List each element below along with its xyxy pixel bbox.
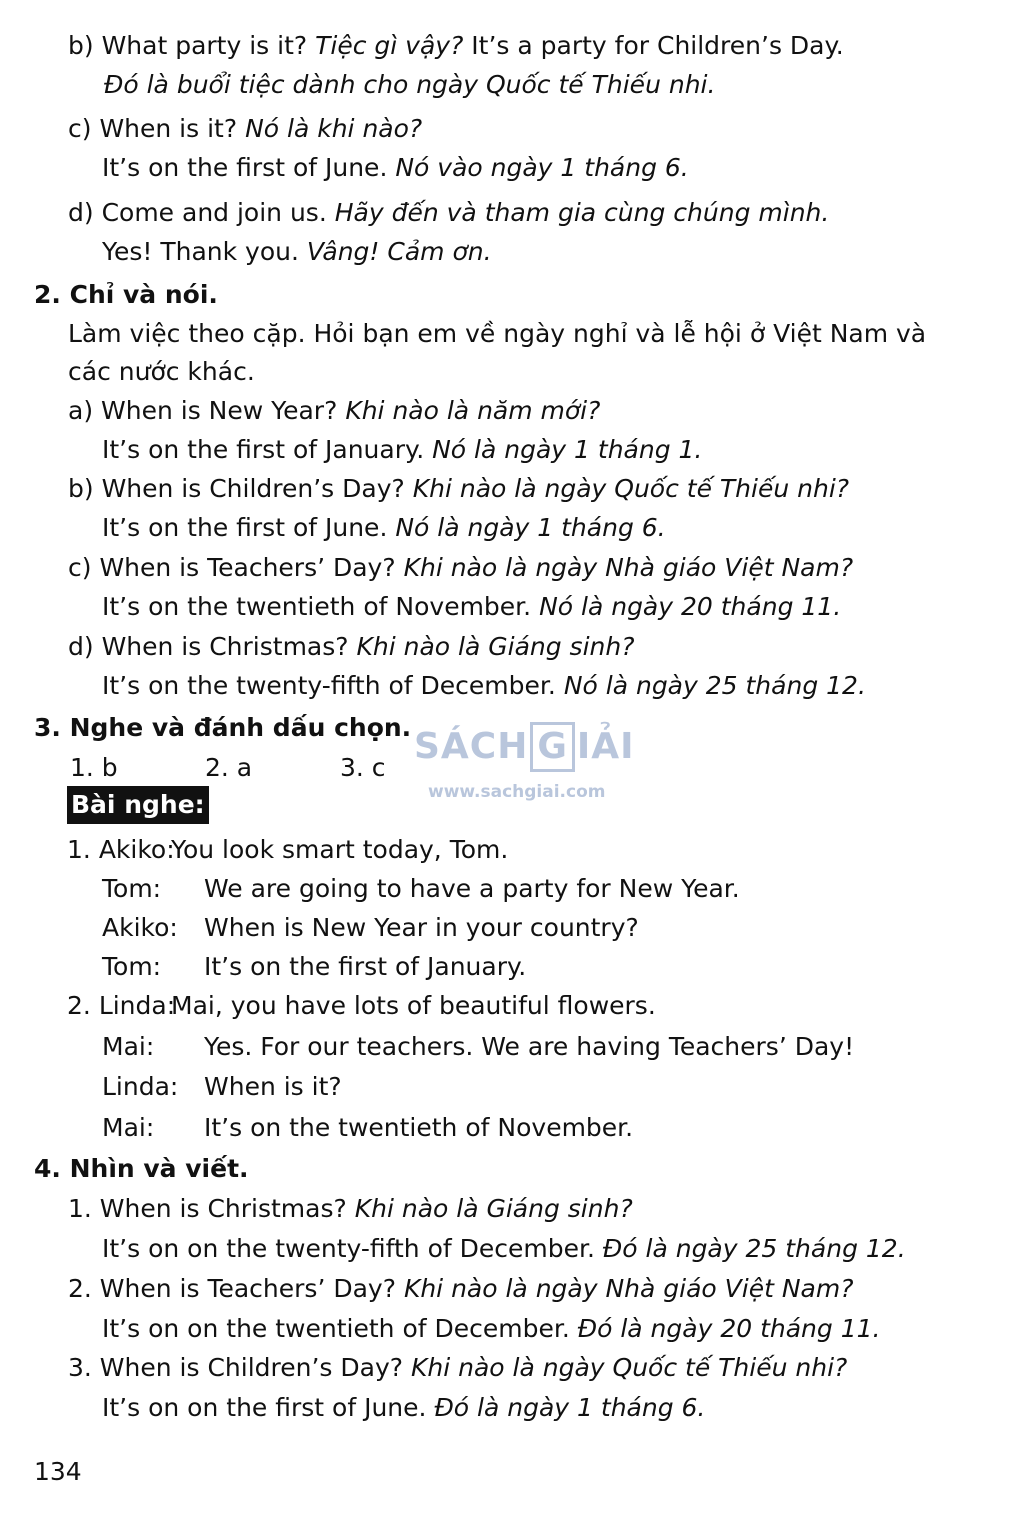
answer-vi: Nó là ngày 20 tháng 11. (539, 592, 842, 621)
answer-text: It’s on the twentieth of November. (102, 592, 532, 621)
item-d-line (68, 197, 829, 229)
section-2-heading: 2. Chỉ và nói. (34, 280, 218, 309)
answer-text: It’s on the first of June. (102, 513, 388, 542)
dialog-text: It’s on the twentieth of November. (204, 1113, 634, 1142)
question-text: 1. When is Christmas? (68, 1194, 347, 1223)
question-text: b) When is Children’s Day? (68, 474, 405, 503)
watermark-url: www.sachgiai.com (428, 782, 606, 802)
dialog-line (67, 834, 508, 866)
s2-item-c-question (68, 552, 853, 584)
item-c-answer-line (102, 152, 689, 184)
section-2-intro-2: các nước khác. (68, 357, 255, 386)
answer-text: It’s on the first of January. (102, 435, 425, 464)
item-c-line (68, 113, 422, 145)
dialog-number: 1. (67, 835, 91, 864)
dialog-text: When is New Year in your country? (204, 913, 639, 942)
s2-item-a-question (68, 395, 600, 427)
item-b-answer-vi: Đó là buổi tiệc dành cho ngày Quốc tế Thiếu nhi. (104, 70, 716, 99)
s4-item-1-question (68, 1193, 633, 1225)
s2-item-d-question (68, 631, 634, 663)
question-text: 2. When is Teachers’ Day? (68, 1274, 396, 1303)
answer-vi: Đó là ngày 20 tháng 11. (577, 1314, 881, 1343)
dialog-text: Mai, you have lots of beautiful flowers. (171, 991, 656, 1020)
s2-item-b-question (68, 473, 849, 505)
question-vi: Khi nào là Giáng sinh? (354, 1194, 633, 1223)
page-number: 134 (34, 1457, 82, 1486)
dialog-line (102, 1031, 854, 1063)
dialog-line (102, 1112, 633, 1144)
dialog-speaker: Mai: (102, 1113, 155, 1142)
item-b-line (68, 30, 844, 62)
item-b-answer: It’s a party for Children’s Day. (471, 31, 844, 60)
item-c-question: c) When is it? (68, 114, 238, 143)
s2-item-a-answer (102, 434, 702, 466)
question-text: c) When is Teachers’ Day? (68, 553, 396, 582)
section-2-intro-1: Làm việc theo cặp. Hỏi bạn em về ngày nghỉ và lễ hội ở Việt Nam và (68, 319, 927, 348)
item-d-answer-vi: Vâng! Cảm ơn. (306, 237, 492, 266)
dialog-speaker: Linda: (102, 1072, 179, 1101)
answer-vi: Đó là ngày 25 tháng 12. (602, 1234, 906, 1263)
question-vi: Khi nào là Giáng sinh? (356, 632, 635, 661)
s2-item-d-answer (102, 670, 866, 702)
question-vi: Khi nào là ngày Quốc tế Thiếu nhi? (412, 474, 850, 503)
section-4-heading: 4. Nhìn và viết. (34, 1154, 249, 1183)
dialog-text: It’s on the first of January. (204, 952, 527, 981)
question-vi: Khi nào là ngày Nhà giáo Việt Nam? (403, 553, 854, 582)
dialog-text: Yes. For our teachers. We are having Teachers’ Day! (204, 1032, 855, 1061)
answer-item: 3. c (340, 753, 386, 782)
question-vi: Khi nào là ngày Nhà giáo Việt Nam? (403, 1274, 854, 1303)
dialog-text: When is it? (204, 1072, 342, 1101)
answer-vi: Nó là ngày 25 tháng 12. (563, 671, 866, 700)
dialog-line (102, 912, 639, 944)
watermark-brand-part: SÁCH (414, 726, 529, 767)
s2-item-b-answer (102, 512, 666, 544)
question-text: d) When is Christmas? (68, 632, 349, 661)
item-d-answer-line (102, 236, 492, 268)
watermark-brand-g: G (530, 722, 575, 772)
dialog-number: 2. (67, 991, 91, 1020)
item-d-question-vi: Hãy đến và tham gia cùng chúng mình. (334, 198, 830, 227)
dialog-speaker: Tom: (102, 952, 162, 981)
dialog-speaker: Akiko: (102, 913, 178, 942)
dialog-speaker: Tom: (102, 874, 162, 903)
s4-item-1-answer (102, 1233, 906, 1265)
answer-item: 1. b (70, 753, 118, 782)
dialog-line (102, 1071, 342, 1103)
dialog-text: We are going to have a party for New Year. (204, 874, 740, 903)
section-3-heading: 3. Nghe và đánh dấu chọn. (34, 713, 412, 742)
answer-text: It’s on the twenty-fifth of December. (102, 671, 556, 700)
watermark-logo (414, 722, 635, 772)
dialog-line (102, 873, 740, 905)
item-c-answer: It’s on the first of June. (102, 153, 388, 182)
answer-text: It’s on on the twenty-fifth of December. (102, 1234, 595, 1263)
item-c-answer-vi: Nó vào ngày 1 tháng 6. (395, 153, 689, 182)
item-b-question: b) What party is it? (68, 31, 308, 60)
s2-item-c-answer (102, 591, 841, 623)
s4-item-2-question (68, 1273, 853, 1305)
dialog-text: You look smart today, Tom. (171, 835, 509, 864)
question-text: 3. When is Children’s Day? (68, 1353, 404, 1382)
dialog-speaker: Akiko: (98, 835, 175, 864)
item-d-answer: Yes! Thank you. (102, 237, 299, 266)
listening-label: Bài nghe: (67, 786, 209, 824)
item-d-question: d) Come and join us. (68, 198, 327, 227)
dialog-line (102, 951, 526, 983)
answer-text: It’s on on the twentieth of December. (102, 1314, 570, 1343)
question-vi: Khi nào là năm mới? (345, 396, 601, 425)
answer-vi: Nó là ngày 1 tháng 6. (395, 513, 666, 542)
watermark-brand-part: IẢI (576, 726, 635, 767)
item-b-question-vi: Tiệc gì vậy? (315, 31, 464, 60)
dialog-speaker: Linda: (98, 991, 176, 1020)
dialog-line (67, 990, 656, 1022)
dialog-speaker: Mai: (102, 1032, 155, 1061)
item-c-question-vi: Nó là khi nào? (245, 114, 423, 143)
answer-item: 2. a (205, 753, 253, 782)
answer-vi: Nó là ngày 1 tháng 1. (432, 435, 703, 464)
answer-text: It’s on on the first of June. (102, 1393, 427, 1422)
question-text: a) When is New Year? (68, 396, 338, 425)
s4-item-3-question (68, 1352, 847, 1384)
question-vi: Khi nào là ngày Quốc tế Thiếu nhi? (410, 1353, 848, 1382)
s4-item-2-answer (102, 1313, 880, 1345)
s4-item-3-answer (102, 1392, 705, 1424)
answer-vi: Đó là ngày 1 tháng 6. (434, 1393, 706, 1422)
